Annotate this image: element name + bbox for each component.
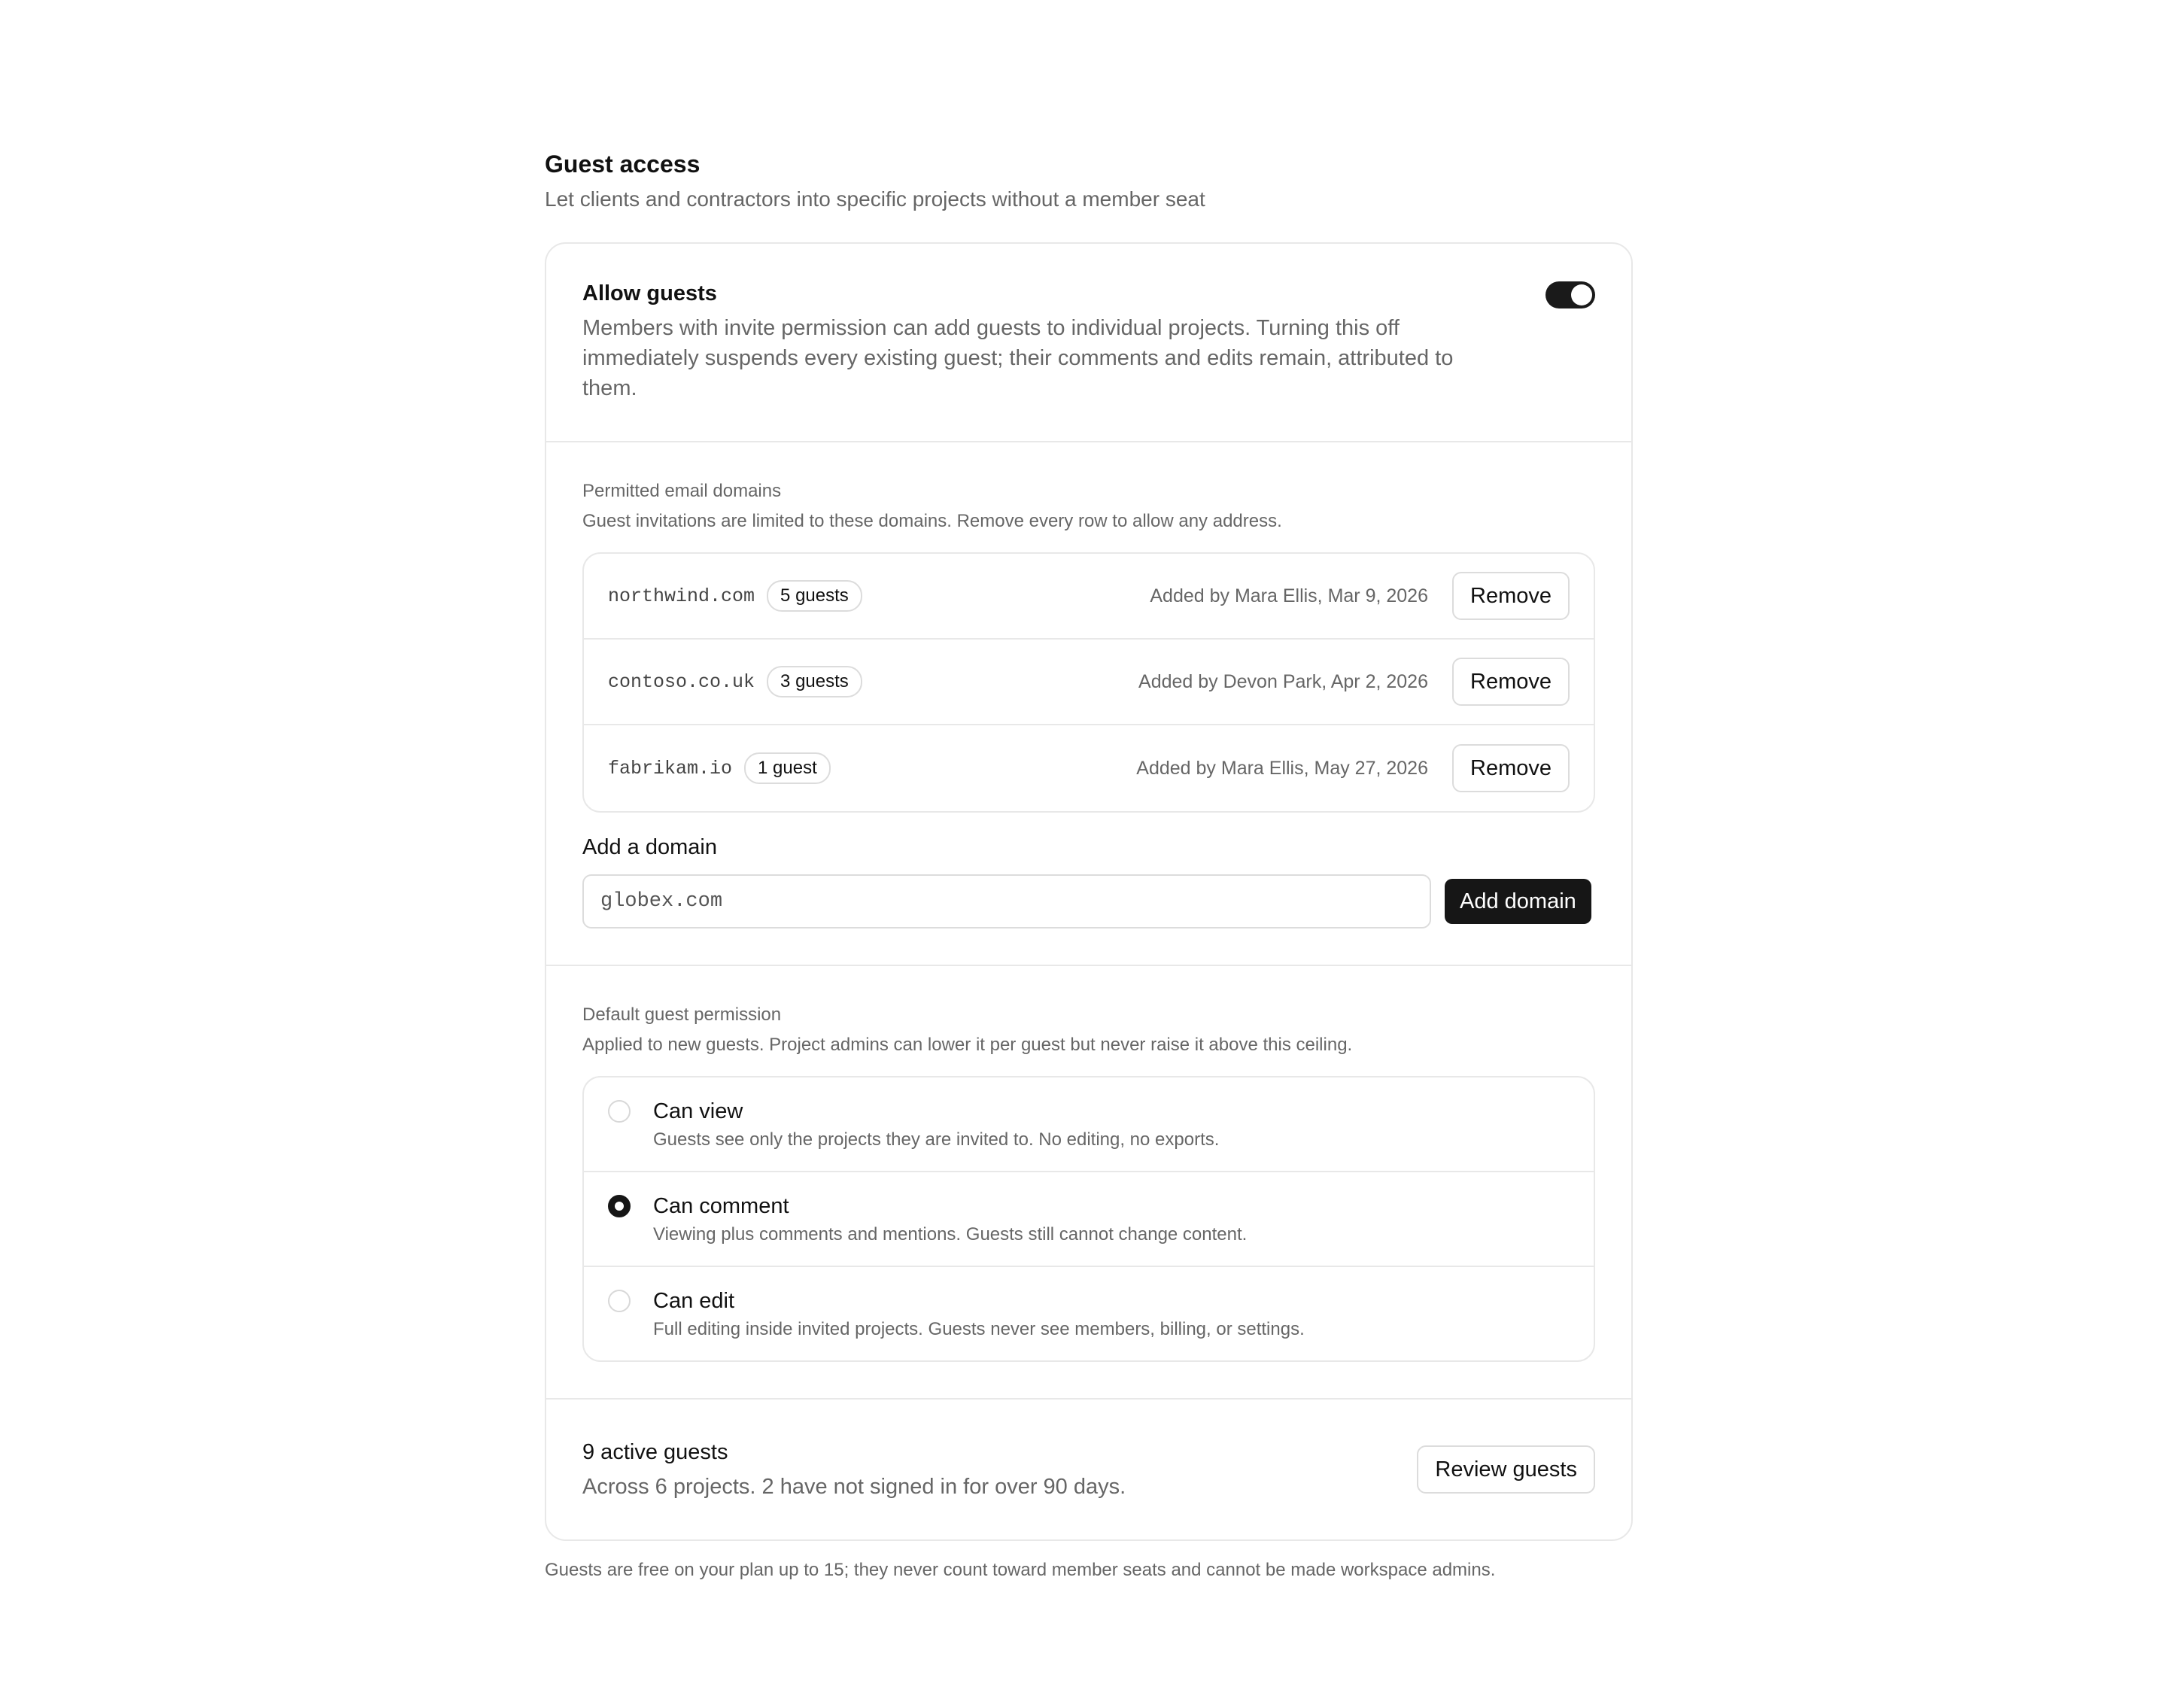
guest-settings-card xyxy=(545,242,1633,1541)
allow-guests-description: Members with invite permission can add guests to individual projects. Turning this off immediately suspends every existing guest; their comments and edits remain, attributed to them. xyxy=(582,316,1454,400)
permission-option-edit[interactable] xyxy=(584,1267,1594,1360)
add-domain-row xyxy=(582,874,1595,928)
domains-list xyxy=(582,552,1595,813)
toggle-knob xyxy=(1571,284,1592,305)
radio-button[interactable] xyxy=(608,1290,631,1312)
permitted-domains-section xyxy=(546,442,1631,966)
permission-option-comment[interactable] xyxy=(584,1172,1594,1267)
permission-label: Default guest permission xyxy=(582,1004,782,1025)
option-title: Can view xyxy=(653,1099,743,1123)
domain-name: fabrikam.io xyxy=(608,757,733,780)
added-by-text: Added by Mara Ellis, May 27, 2026 xyxy=(1136,757,1428,779)
permission-options xyxy=(582,1076,1595,1362)
footer-note: Guests are free on your plan up to 15; they never count toward member seats and cannot be made workspace admins. xyxy=(545,1560,1496,1580)
guest-access-settings xyxy=(545,147,1634,1583)
review-guests-button[interactable]: Review guests xyxy=(1417,1445,1595,1494)
guest-count-badge: 1 guest xyxy=(744,752,831,784)
domains-hint: Guest invitations are limited to these domains. Remove every row to allow any address. xyxy=(582,511,1282,531)
option-title: Can comment xyxy=(653,1194,789,1218)
option-description: Viewing plus comments and mentions. Guests still cannot change content. xyxy=(653,1224,1248,1245)
option-description: Guests see only the projects they are invited to. No editing, no exports. xyxy=(653,1129,1220,1150)
page-title: Guest access xyxy=(545,150,701,178)
option-description: Full editing inside invited projects. Guests never see members, billing, or settings. xyxy=(653,1319,1305,1339)
domain-row xyxy=(584,640,1594,725)
domain-name: northwind.com xyxy=(608,585,755,607)
option-title: Can edit xyxy=(653,1289,735,1313)
added-by-text: Added by Devon Park, Apr 2, 2026 xyxy=(1138,670,1428,692)
domains-label: Permitted email domains xyxy=(582,481,782,501)
default-permission-section xyxy=(546,966,1631,1400)
guest-count-badge: 5 guests xyxy=(767,580,862,612)
active-guests-description: Across 6 projects. 2 have not signed in for over 90 days. xyxy=(582,1475,1126,1499)
permission-option-view[interactable] xyxy=(584,1077,1594,1172)
remove-domain-button[interactable]: Remove xyxy=(1452,572,1570,620)
guest-count-badge: 3 guests xyxy=(767,666,862,697)
add-domain-label: Add a domain xyxy=(582,835,717,859)
page-subtitle: Let clients and contractors into specific projects without a member seat xyxy=(545,187,1205,211)
active-guests-section xyxy=(546,1400,1631,1539)
domain-row xyxy=(584,554,1594,640)
active-guests-title: 9 active guests xyxy=(582,1440,728,1464)
remove-domain-button[interactable]: Remove xyxy=(1452,744,1570,792)
domain-name: contoso.co.uk xyxy=(608,670,755,693)
permission-hint: Applied to new guests. Project admins can lower it per guest but never raise it above this ceiling. xyxy=(582,1035,1353,1055)
allow-guests-section xyxy=(546,244,1631,442)
allow-guests-title: Allow guests xyxy=(582,281,717,305)
radio-button[interactable] xyxy=(608,1100,631,1123)
remove-domain-button[interactable]: Remove xyxy=(1452,658,1570,706)
added-by-text: Added by Mara Ellis, Mar 9, 2026 xyxy=(1150,585,1428,606)
add-domain-button[interactable]: Add domain xyxy=(1445,879,1591,924)
radio-button-selected[interactable] xyxy=(608,1195,631,1217)
domain-input[interactable] xyxy=(582,874,1431,928)
allow-guests-toggle[interactable] xyxy=(1545,281,1595,308)
domain-row xyxy=(584,725,1594,811)
